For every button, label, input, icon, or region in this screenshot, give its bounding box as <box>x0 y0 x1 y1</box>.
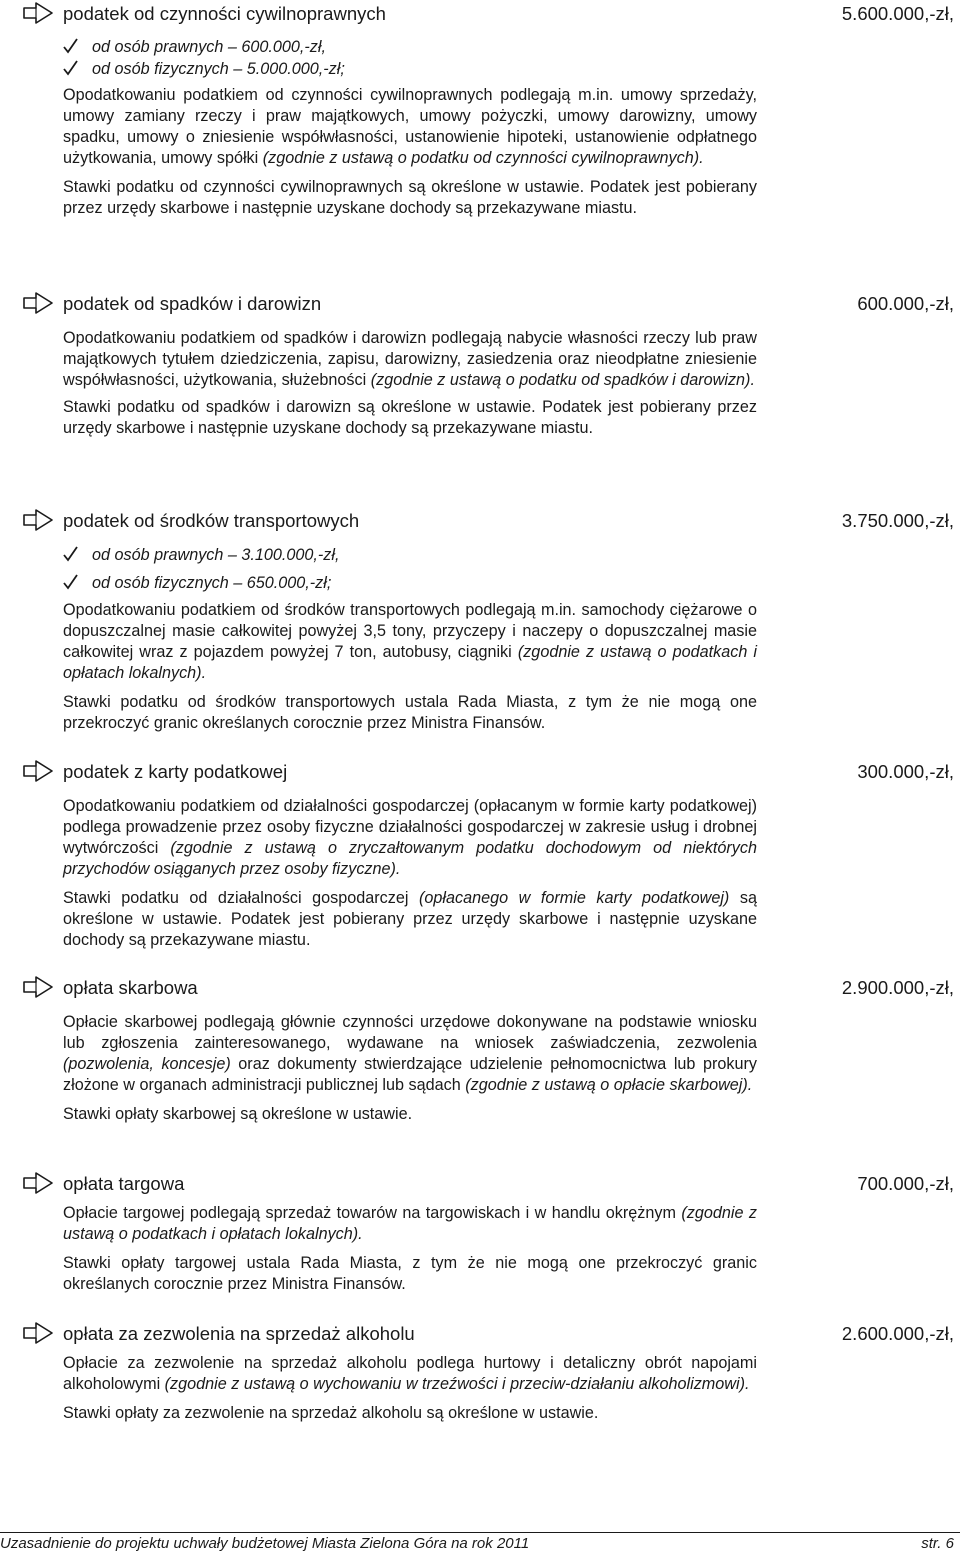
section-heading <box>0 1321 960 1347</box>
section-description <box>63 796 757 880</box>
section-amount: 600.000,-zł, <box>857 293 954 314</box>
paragraph-text: Stawki opłaty targowej ustala Rada Miasta, z tym że nie mogą one przekroczyć granic określanych corocznie przez Ministra Finansów. <box>63 1254 757 1293</box>
section-title: podatek z karty podatkowej <box>63 761 288 782</box>
check-item-text: od osób prawnych – 3.100.000,-zł, <box>92 546 340 564</box>
section-heading <box>0 1171 960 1197</box>
section-title: podatek od spadków i darowizn <box>63 293 322 314</box>
section-srodki-transportowe <box>0 508 960 734</box>
paragraph-text: Opodatkowaniu podatkiem od czynności cywilnoprawnych podlegają m.in. umowy sprzedaży, umowy zamiany rzeczy i praw majątkowych, umowy pożyczki, umowy darowizny, umowy spadku, umowy o zniesienie współwłasności, ustanowienie hipoteki, ustanowienie odpłatnego użytkowania, umowy spółki <box>63 86 757 167</box>
section-amount: 700.000,-zł, <box>857 1173 954 1194</box>
section-czynnosci-cywilnoprawne <box>0 1 960 219</box>
paragraph-text: Opłacie skarbowej podlegają głównie czynności urzędowe dokonywane na podstawie wniosku lub zgłoszenia zainteresowanego, wydawane na wniosek zaświadczenia, zezwolenia <box>63 1013 757 1052</box>
section-title: opłata targowa <box>63 1173 185 1194</box>
section-description <box>63 328 757 391</box>
section-amount: 5.600.000,-zł, <box>841 3 954 24</box>
paragraph-text: oraz dokumenty stwierdzające udzielenie pełnomocnictwa lub prokury złożone w organach administracji publicznej lub sądach <box>63 1055 757 1094</box>
section-rates <box>63 1104 757 1125</box>
paragraph-italic: (opłacanego w formie karty podatkowej) <box>419 889 730 907</box>
pointing-hand-icon <box>22 1172 54 1194</box>
paragraph-italic: (pozwolenia, koncesje) <box>63 1055 231 1073</box>
section-description <box>63 1012 757 1096</box>
paragraph-italic: (zgodnie z ustawą o zryczałtowanym podatku dochodowym od niektórych przychodów osiąganych przez osoby fizyczne). <box>63 839 757 878</box>
section-amount: 300.000,-zł, <box>857 761 954 782</box>
section-amount: 3.750.000,-zł, <box>841 510 954 531</box>
section-oplata-alkohol <box>0 1321 960 1424</box>
paragraph-italic: (zgodnie z ustawą o wychowaniu w trzeźwości i przeciw-działaniu alkoholizmowi). <box>164 1375 750 1393</box>
paragraph-text: Stawki podatku od środków transportowych ustala Rada Miasta, z tym że nie mogą one przekroczyć granic określanych corocznie przez Ministra Finansów. <box>63 693 757 732</box>
paragraph-italic: (zgodnie z ustawą o opłacie skarbowej). <box>465 1076 753 1094</box>
section-rates <box>63 888 757 951</box>
check-item <box>0 58 960 80</box>
paragraph-text: Opodatkowaniu podatkiem od spadków i darowizn podlegają nabycie własności rzeczy lub praw majątkowych tytułem dziedziczenia, zapisu, darowizny, zasiedzenia oraz nieodpłatne zniesienie współwłasności, użytkowania, służebności <box>63 329 757 389</box>
checkmark-icon <box>63 574 78 590</box>
footer-document-title: Uzasadnienie do projektu uchwały budżetowej Miasta Zielona Góra na rok 2011 <box>0 1535 530 1552</box>
paragraph-italic: (zgodnie z ustawą o podatku od spadków i darowizn). <box>370 371 755 389</box>
section-rates <box>63 1403 757 1424</box>
check-item <box>0 544 960 566</box>
paragraph-italic: (zgodnie z ustawą o podatkach i opłatach lokalnych). <box>63 643 758 682</box>
check-item-text: od osób fizycznych – 650.000,-zł; <box>92 574 332 592</box>
paragraph-text: Stawki podatku od czynności cywilnoprawnych są określone w ustawie. Podatek jest pobierany przez urzędy skarbowe i następnie uzyskane dochody są przekazywane miastu. <box>63 178 757 217</box>
pointing-hand-icon <box>22 976 54 998</box>
checkmark-icon <box>63 546 78 562</box>
check-item <box>0 36 960 58</box>
section-title: podatek od czynności cywilnoprawnych <box>63 3 386 24</box>
section-amount: 2.600.000,-zł, <box>841 1323 954 1344</box>
pointing-hand-icon <box>22 2 54 24</box>
section-description <box>63 1353 757 1395</box>
paragraph-text: Stawki opłaty za zezwolenie na sprzedaż alkoholu są określone w ustawie. <box>63 1404 599 1422</box>
pointing-hand-icon <box>22 292 54 314</box>
section-description <box>63 600 757 684</box>
section-karta-podatkowa <box>0 759 960 951</box>
section-rates <box>63 692 757 734</box>
paragraph-text: Opodatkowaniu podatkiem od środków transportowych podlegają m.in. samochody ciężarowe o dopuszczalnej masie całkowitej powyżej 3,5 tony, przyczepy i naczepy o dopuszczalnej masie całkowitej wraz z pojazdem powyżej 7 ton, autobusy, ciągniki <box>63 601 757 661</box>
checkmark-icon <box>63 38 78 54</box>
paragraph-text: są określone w ustawie. Podatek jest pobierany przez urzędy skarbowe i następnie uzyskane dochody są przekazywane miastu. <box>63 889 757 949</box>
section-title: opłata skarbowa <box>63 977 198 998</box>
section-heading <box>0 291 960 317</box>
section-rates <box>63 397 757 439</box>
section-oplata-skarbowa <box>0 975 960 1125</box>
section-heading <box>0 975 960 1001</box>
pointing-hand-icon <box>22 509 54 531</box>
section-heading <box>0 1 960 27</box>
section-title: opłata za zezwolenia na sprzedaż alkoholu <box>63 1323 415 1344</box>
section-rates <box>63 1253 757 1295</box>
section-spadki-darowizny <box>0 291 960 439</box>
paragraph-text: Stawki opłaty skarbowej są określone w ustawie. <box>63 1105 413 1123</box>
section-description <box>63 85 757 169</box>
pointing-hand-icon <box>22 1322 54 1344</box>
section-rates <box>63 177 757 219</box>
pointing-hand-icon <box>22 760 54 782</box>
section-heading <box>0 508 960 534</box>
paragraph-text: Stawki podatku od działalności gospodarczej <box>63 889 419 907</box>
paragraph-italic: (zgodnie z ustawą o podatku od czynności cywilnoprawnych). <box>262 149 704 167</box>
section-heading <box>0 759 960 785</box>
section-oplata-targowa <box>0 1171 960 1295</box>
checkmark-icon <box>63 60 78 76</box>
check-item <box>0 572 960 594</box>
footer-divider <box>0 1532 960 1533</box>
paragraph-italic: (zgodnie z ustawą o podatkach i opłatach lokalnych). <box>63 1204 757 1243</box>
section-description <box>63 1203 757 1245</box>
footer-page-number: str. 6 <box>921 1535 954 1552</box>
check-item-text: od osób fizycznych – 5.000.000,-zł; <box>92 60 345 78</box>
check-item-text: od osób prawnych – 600.000,-zł, <box>92 38 326 56</box>
section-title: podatek od środków transportowych <box>63 510 360 531</box>
section-amount: 2.900.000,-zł, <box>841 977 954 998</box>
paragraph-text: Stawki podatku od spadków i darowizn są określone w ustawie. Podatek jest pobierany przez urzędy skarbowe i następnie uzyskane dochody są przekazywane miastu. <box>63 398 757 437</box>
paragraph-text: Opłacie za zezwolenie na sprzedaż alkoholu podlega hurtowy i detaliczny obrót napojami alkoholowymi <box>63 1354 757 1393</box>
paragraph-text: Opłacie targowej podlegają sprzedaż towarów na targowiskach i w handlu okrężnym <box>63 1204 682 1222</box>
paragraph-text: Opodatkowaniu podatkiem od działalności gospodarczej (opłacanym w formie karty podatkowej) podlega prowadzenie przez osoby fizyczne działalności gospodarczej w zakresie usług i drobnej wytwórczości <box>63 797 757 857</box>
